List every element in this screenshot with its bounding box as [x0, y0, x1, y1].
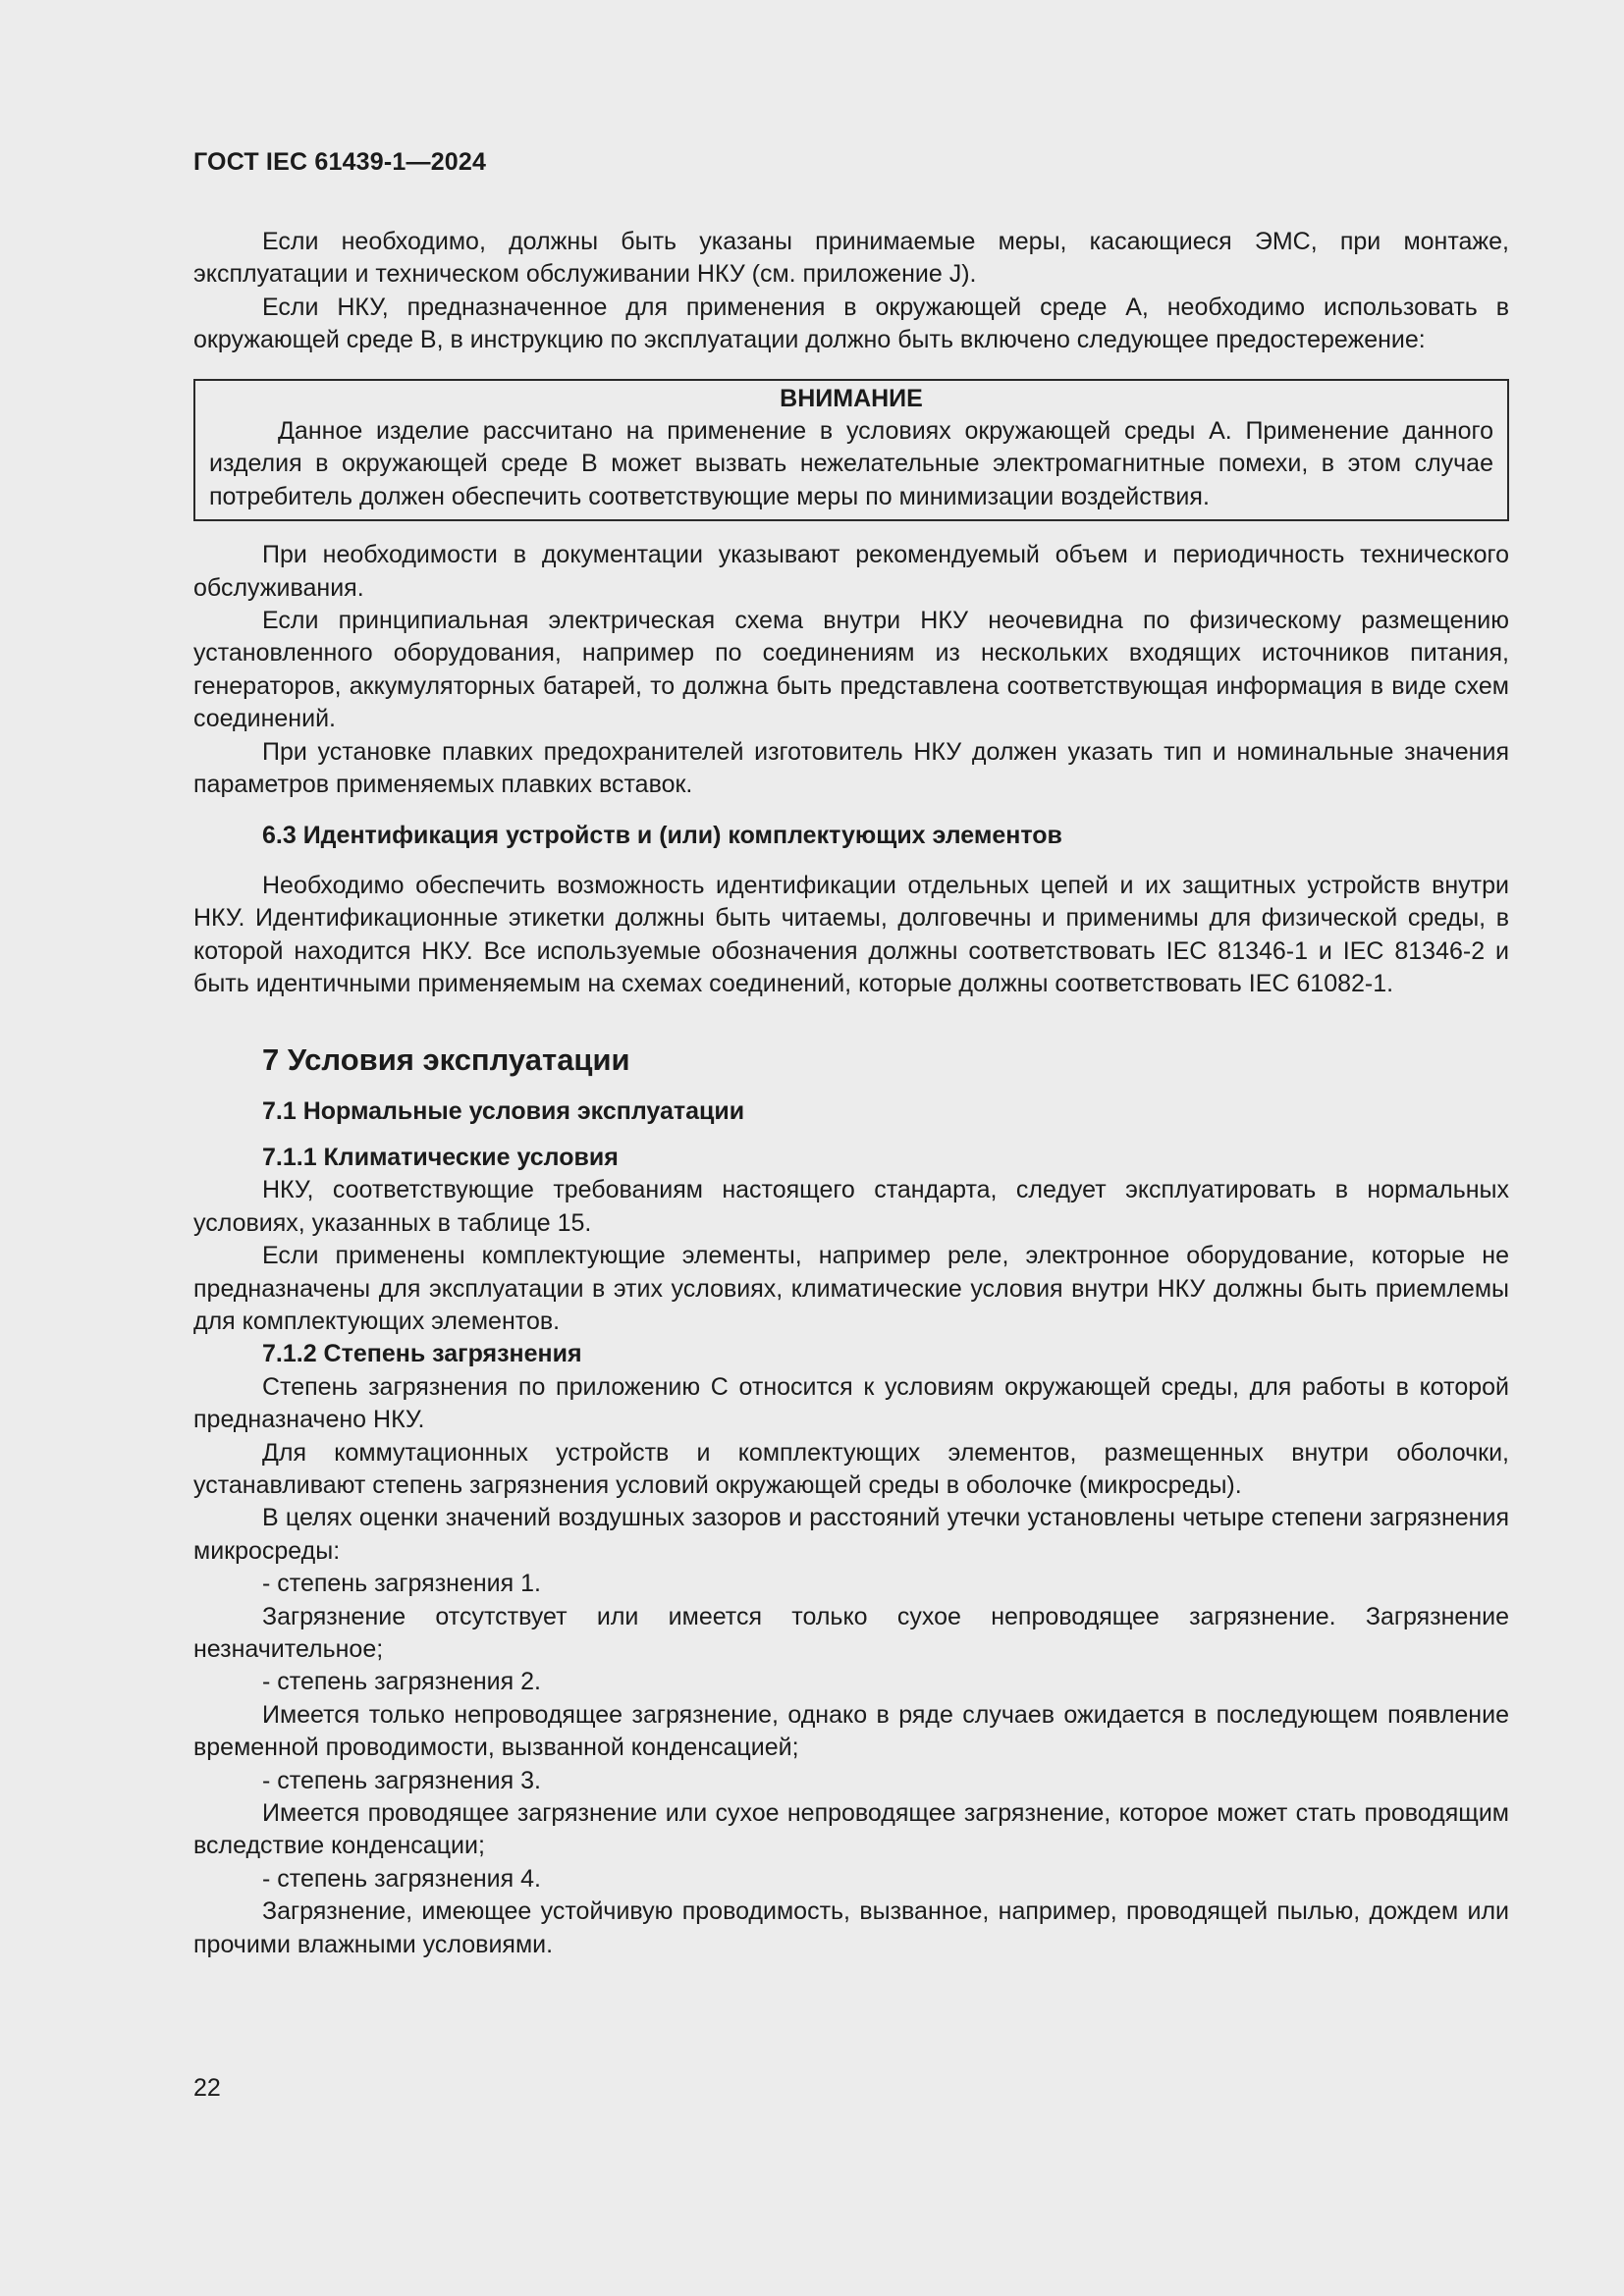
paragraph: Имеется проводящее загрязнение или сухое непроводящее загрязнение, которое может стать проводящим вследствие конденсации; [193, 1799, 1509, 1860]
paragraph: Загрязнение, имеющее устойчивую проводимость, вызванное, например, проводящей пылью, дождем или прочими влажными условиями. [193, 1897, 1509, 1958]
paragraph: Загрязнение отсутствует или имеется только сухое непроводящее загрязнение. Загрязнение незначительное; [193, 1602, 1509, 1664]
paragraph: Необходимо обеспечить возможность идентификации отдельных цепей и их защитных устройств внутри НКУ. Идентификационные этикетки должны быть читаемы, долговечны и применимы для физической среды, в которой находится НКУ. Все используемые обозначения должны соответствовать IEC 81346-1 и IEC 81346-2 и быть идентичными применяемым на схемах соединений, которые должны соответствовать IEC 61082-1. [193, 871, 1509, 998]
document-body [193, 226, 1509, 1961]
paragraph: Если необходимо, должны быть указаны принимаемые меры, касающиеся ЭМС, при монтаже, эксплуатации и техническом обслуживании НКУ (см. приложение J). [193, 228, 1509, 289]
paragraph: Если применены комплектующие элементы, например реле, электронное оборудование, которые не предназначены для эксплуатации в этих условиях, климатические условия внутри НКУ должны быть приемлемы для комплектующих элементов. [193, 1242, 1509, 1335]
section-heading-6-3: 6.3 Идентификация устройств и (или) комплектующих элементов [262, 821, 1062, 849]
section-heading-7: 7 Условия эксплуатации [262, 1041, 630, 1077]
paragraph: В целях оценки значений воздушных зазоров и расстояний утечки установлены четыре степени загрязнения микросреды: [193, 1504, 1509, 1565]
list-item-degree-1: - степень загрязнения 1. [262, 1570, 541, 1598]
paragraph: При необходимости в документации указывают рекомендуемый объем и периодичность технического обслуживания. [193, 541, 1509, 602]
list-item-degree-4: - степень загрязнения 4. [262, 1864, 541, 1893]
paragraph: При установке плавких предохранителей изготовитель НКУ должен указать тип и номинальные значения параметров применяемых плавких вставок. [193, 737, 1509, 799]
list-item-degree-3: - степень загрязнения 3. [262, 1766, 541, 1794]
section-heading-7-1: 7.1 Нормальные условия эксплуатации [262, 1096, 745, 1125]
paragraph: Имеется только непроводящее загрязнение, однако в ряде случаев ожидается в последующем появление временной проводимости, вызванной конденсацией; [193, 1700, 1509, 1762]
paragraph: Для коммутационных устройств и комплектующих элементов, размещенных внутри оболочки, устанавливают степень загрязнения условий окружающей среды в оболочке (микросреды). [193, 1438, 1509, 1499]
list-item-degree-2: - степень загрязнения 2. [262, 1668, 541, 1696]
section-heading-7-1-1: 7.1.1 Климатические условия [262, 1143, 619, 1171]
warning-title: ВНИМАНИЕ [780, 384, 923, 412]
paragraph: Если НКУ, предназначенное для применения в окружающей среде А, необходимо использовать в окружающей среде В, в инструкцию по эксплуатации должно быть включено следующее предостережение: [193, 293, 1509, 354]
paragraph: НКУ, соответствующие требованиям настоящего стандарта, следует эксплуатировать в нормальных условиях, указанных в таблице 15. [193, 1176, 1509, 1237]
paragraph: Если принципиальная электрическая схема внутри НКУ неочевидна по физическому размещению установленного оборудования, например по соединениям из нескольких входящих источников питания, генераторов, аккумуляторных батарей, то должна быть представлена соответствующая информация в виде схем соединений. [193, 607, 1509, 733]
paragraph: Степень загрязнения по приложению С относится к условиям окружающей среды, для работы в которой предназначено НКУ. [193, 1372, 1509, 1434]
standard-header: ГОСТ IEC 61439-1—2024 [193, 148, 487, 176]
section-heading-7-1-2: 7.1.2 Степень загрязнения [262, 1340, 582, 1368]
warning-box [193, 379, 1509, 522]
page-number: 22 [193, 2074, 221, 2102]
warning-text: Данное изделие рассчитано на применение в условиях окружающей среды А. Применение данного изделия в окружающей среде В может вызвать нежелательные электромагнитные помехи, в этом случае потребитель должен обеспечить соответствующие меры по минимизации воздействия. [209, 417, 1493, 510]
